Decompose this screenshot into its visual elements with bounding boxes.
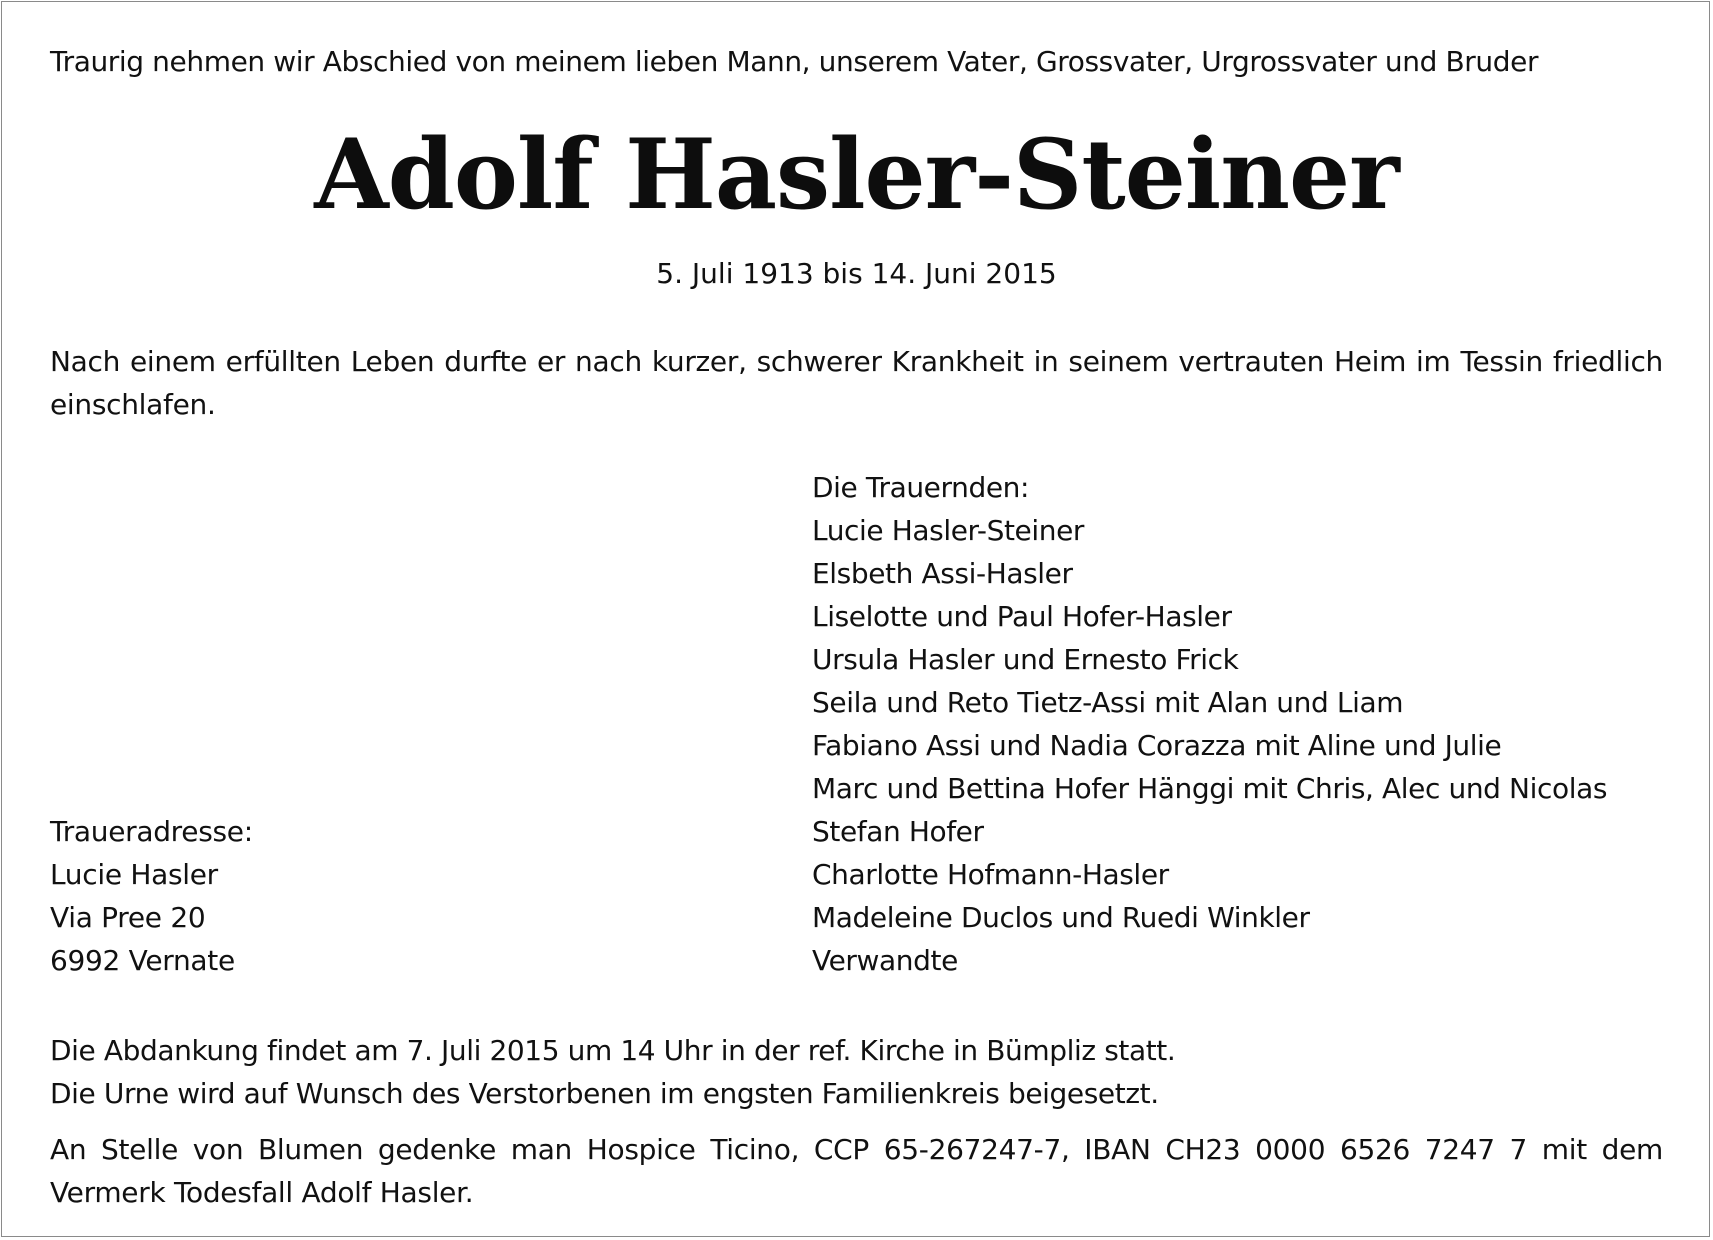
mourner-name: Ursula Hasler und Ernesto Frick	[812, 643, 1239, 676]
donation-paragraph: An Stelle von Blumen gedenke man Hospice Ticino, CCP 65-267247-7, IBAN CH23 0000 6526 7247 7 mit dem Vermerk Todesfall Adolf Hasler.	[50, 1133, 1663, 1209]
address-line: 6992 Vernate	[50, 944, 235, 977]
mourning-address	[50, 810, 253, 982]
mourner-name: Madeleine Duclos und Ruedi Winkler	[812, 901, 1310, 934]
obituary-notice	[50, 0, 1663, 1240]
mourner-name: Seila und Reto Tietz-Assi mit Alan und Liam	[812, 686, 1404, 719]
urn-line: Die Urne wird auf Wunsch des Verstorbenen im engsten Familienkreis beigesetzt.	[50, 1077, 1159, 1110]
mourners-heading: Die Trauernden:	[812, 471, 1030, 504]
address-heading: Traueradresse:	[50, 815, 253, 848]
mourner-name: Elsbeth Assi-Hasler	[812, 557, 1073, 590]
address-line: Lucie Hasler	[50, 858, 218, 891]
mourner-name: Lucie Hasler-Steiner	[812, 514, 1085, 547]
ceremony-line: Die Abdankung findet am 7. Juli 2015 um 14 Uhr in der ref. Kirche in Bümpliz statt.	[50, 1034, 1176, 1067]
mourner-name: Charlotte Hofmann-Hasler	[812, 858, 1169, 891]
life-dates: 5. Juli 1913 bis 14. Juni 2015	[656, 257, 1057, 290]
mourner-name: Marc und Bettina Hofer Hänggi mit Chris, Alec und Nicolas	[812, 772, 1608, 805]
mourner-name: Liselotte und Paul Hofer-Hasler	[812, 600, 1232, 633]
mourner-name: Fabiano Assi und Nadia Corazza mit Aline und Julie	[812, 729, 1502, 762]
address-line: Via Pree 20	[50, 901, 206, 934]
passing-paragraph: Nach einem erfüllten Leben durfte er nach kurzer, schwerer Krankheit in seinem vertrauten Heim im Tessin friedlich einschlafen.	[50, 345, 1663, 421]
mourner-name: Verwandte	[812, 944, 958, 977]
mourners-list	[812, 466, 1607, 982]
intro-line: Traurig nehmen wir Abschied von meinem lieben Mann, unserem Vater, Grossvater, Urgrossvater und Bruder	[50, 45, 1539, 78]
deceased-name: Adolf Hasler-Steiner	[314, 118, 1399, 231]
mourner-name: Stefan Hofer	[812, 815, 984, 848]
